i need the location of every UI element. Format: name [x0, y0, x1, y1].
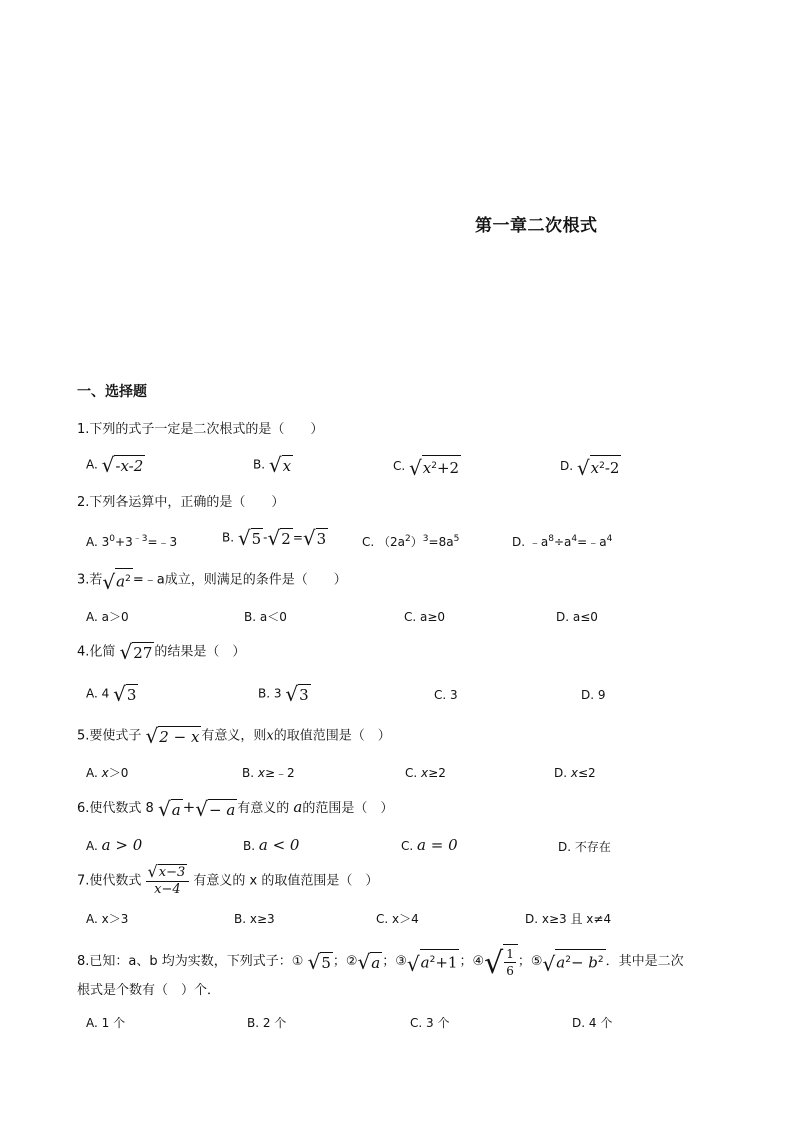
question-7-option-c: C. x＞4	[376, 912, 419, 926]
question-3-option-b: B. a＜0	[244, 610, 287, 624]
question-5-option-d: D. x≤2	[554, 766, 596, 780]
question-6-option-a: A. a > 0	[86, 836, 143, 854]
question-7-stem: 7.使代数式 √ x−3 x−4 有意义的 x 的取值范围是（ ）	[77, 862, 379, 897]
question-1-option-c: C. √ $x^2+2$	[393, 456, 460, 480]
question-1-option-a: A. √ -x-2	[86, 453, 144, 477]
page-title: 第一章二次根式	[475, 216, 598, 236]
question-2-stem: 2.下列各运算中，正确的是（ ）	[77, 495, 285, 510]
question-5-stem: 5.要使式子 √ 2 − x 有意义，则x的取值范围是（ ）	[77, 724, 391, 748]
question-3-option-c: C. a≥0	[404, 610, 446, 624]
question-4-option-a: A. 4 √ 3	[86, 682, 137, 706]
question-8-option-b: B. 2 个	[247, 1016, 287, 1030]
question-4-option-d: D. 9	[581, 688, 606, 702]
fraction: √ x−3 x−4	[146, 864, 190, 898]
question-8-option-c: C. 3 个	[410, 1016, 450, 1030]
question-1-option-b: B. √ x	[253, 453, 292, 477]
question-6-stem: 6.使代数式 8 √ a + √ − a 有意义的 a的范围是（ ）	[77, 796, 394, 821]
question-8-stem-line-2: 根式是个数有（ ）个．	[77, 983, 221, 998]
section-heading: 一、选择题	[77, 384, 147, 400]
question-1-stem: 1.下列的式子一定是二次根式的是（ ）	[77, 422, 324, 437]
question-5-option-c: C. x≥2	[405, 766, 446, 780]
question-4-stem: 4.化简 √ 27 的结果是（ ）	[77, 640, 246, 664]
question-8-stem: 8.已知：a、b 均为实数，下列式子：① √ 5 ；② √ a ；③ √ $a^2+1$ ；④ √ $\frac{1}{6}$ ；⑤ √ $a^2- b^2$ ．其中是二次	[77, 946, 684, 981]
question-1-option-d: D. √ $x^2-2$	[560, 456, 620, 480]
question-7-option-b: B. x≥3	[234, 912, 275, 926]
question-3-stem: 3.若 √ $a^2$ =﹣a成立，则满足的条件是（ ）	[77, 568, 347, 592]
question-2-option-b: B. √ 5 - √ 2 = √ 3	[222, 526, 327, 550]
question-8-option-a: A. 1 个	[86, 1016, 126, 1030]
question-7-option-d: D. x≥3 且 x≠4	[525, 912, 612, 926]
question-6-option-d: D. 不存在	[558, 840, 611, 854]
question-7-option-a: A. x＞3	[86, 912, 129, 926]
question-3-option-d: D. a≤0	[556, 610, 598, 624]
question-2-option-c: C. $(2a^2)^3=8a^5$	[362, 534, 460, 549]
question-5-option-b: B. x≥﹣2	[242, 766, 295, 780]
question-6-option-c: C. a = 0	[401, 836, 458, 854]
question-2-option-a: A. $3^0+3^{﹣3}=﹣3$	[86, 534, 178, 549]
question-2-option-d: D. $﹣a^8\div a^4=﹣a^4$	[512, 534, 613, 549]
question-4-option-c: C. 3	[434, 688, 458, 702]
question-6-option-b: B. a < 0	[243, 836, 300, 854]
question-8-option-d: D. 4 个	[572, 1016, 613, 1030]
question-4-option-b: B. 3 √ 3	[258, 682, 309, 706]
question-5-option-a: A. x＞0	[86, 766, 129, 780]
question-3-option-a: A. a＞0	[86, 610, 129, 624]
